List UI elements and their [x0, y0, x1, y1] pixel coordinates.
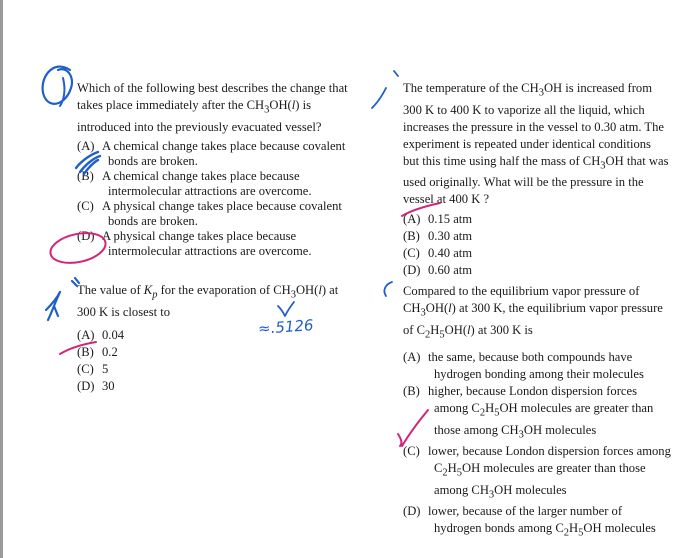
- question-4-choices: [403, 349, 671, 542]
- question-3-choices: [403, 211, 669, 279]
- question-3: [403, 80, 669, 279]
- question-1-choice-a[interactable]: (A) A chemical change takes place because covalent bonds are broken.: [77, 138, 346, 168]
- blue-slash-q3: [372, 71, 398, 108]
- question-4-choice-a[interactable]: (A) the same, because both compounds have hydrogen bonding among their molecules: [403, 350, 644, 382]
- question-2-choice-a[interactable]: (A) 0.04: [77, 327, 125, 342]
- question-2-choice-d[interactable]: (D) 30: [77, 378, 115, 393]
- question-2-choice-b[interactable]: (B) 0.2: [77, 344, 118, 359]
- question-4: [403, 283, 671, 542]
- question-3-choice-d[interactable]: (D) 0.60 atm: [403, 263, 473, 278]
- question-4-stem: Compared to the equilibrium vapor pressure of $CH_3OH(l)$ at 300 K, the equilibrium vapor pressure of $C_2H_5OH(l)$ at 300 K is: [403, 284, 663, 341]
- blue-circle-mark: [43, 67, 72, 104]
- question-3-choice-c[interactable]: (C) 0.40 atm: [403, 246, 473, 261]
- page-edge: [0, 0, 3, 558]
- question-3-stem: The temperature of the $CH_3OH$ is increased from 300 K to 400 K to vaporize all the liquid, which increases the pressure in the vessel to 0.30 atm. The experiment is repeated under identical conditions but this time using half the mass of $CH_3OH$ that was used originally. What will be the pressure in the vessel at 400 K ?: [403, 81, 669, 207]
- question-2-choice-c[interactable]: (C) 5: [77, 361, 109, 376]
- handwritten-note-value: ≈.5126: [257, 316, 315, 338]
- question-1-stem: Which of the following best describes the change that takes place immediately after the $CH_3OH(l)$ is introduced into the previously evacuated vessel?: [77, 81, 348, 134]
- question-4-choice-d[interactable]: (D) lower, because of the larger number of hydrogen bonds among $C_2H_5OH$ molecules: [403, 504, 656, 539]
- question-1-choice-c[interactable]: (C) A physical change takes place because covalent bonds are broken.: [77, 198, 342, 228]
- question-2-stem: The value of $K_p$ for the evaporation of $CH_3OH(l)$ at 300 K is closest to: [77, 283, 339, 319]
- question-4-choice-b[interactable]: (B) higher, because London dispersion forces among $C_2H_5OH$ molecules are greater than those among $CH_3OH$ molecules: [403, 384, 654, 441]
- question-3-choice-b[interactable]: (B) 0.30 atm: [403, 229, 473, 244]
- blue-tick-mark-1: [60, 78, 64, 106]
- question-1-choices: [77, 139, 352, 259]
- question-1-choice-b[interactable]: (B) A chemical change takes place because intermolecular attractions are overcome.: [77, 168, 312, 198]
- blue-mark-q2: [46, 278, 79, 320]
- question-2: [77, 282, 352, 395]
- question-1-choice-d[interactable]: (D) A physical change takes place because intermolecular attractions are overcome.: [77, 228, 312, 258]
- blue-hook-q4: [384, 282, 392, 296]
- question-2-choices: [77, 327, 352, 395]
- question-1: [77, 80, 352, 259]
- question-3-choice-a[interactable]: (A) 0.15 atm: [403, 212, 473, 227]
- question-4-choice-c[interactable]: (C) lower, because London dispersion forces among $C_2H_5OH$ molecules are greater than those among $CH_3OH$ molecules: [403, 444, 671, 501]
